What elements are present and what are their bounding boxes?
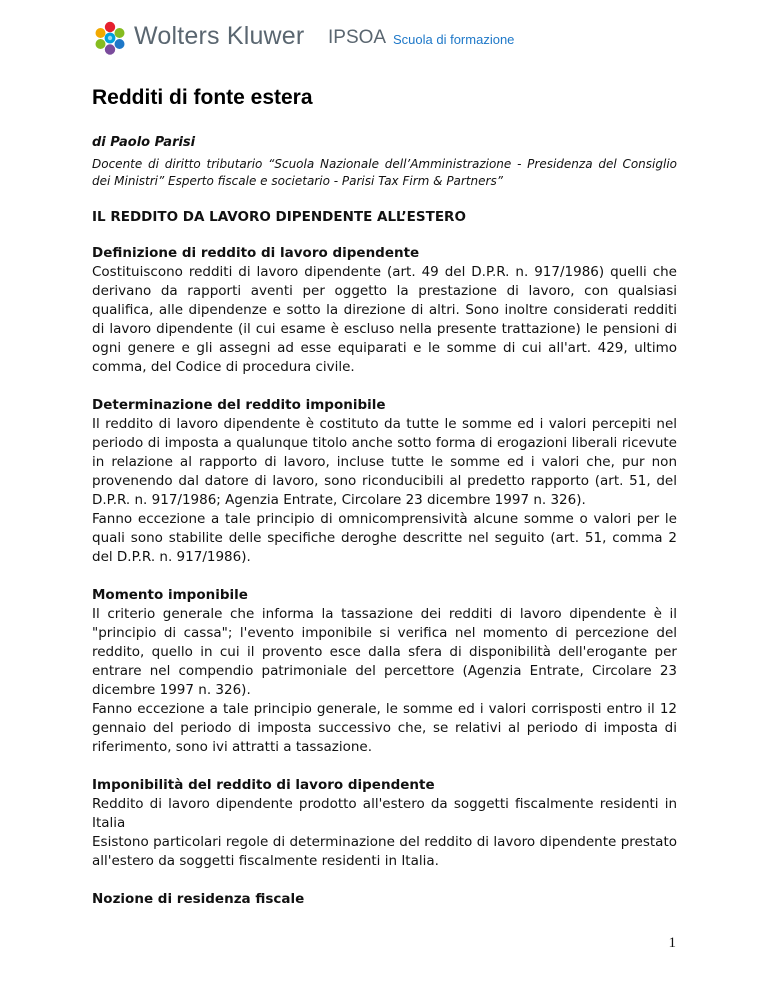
page-header [92,18,572,58]
paragraph-definizione: Costituiscono redditi di lavoro dipendente (art. 49 del D.P.R. n. 917/1986) quelli che derivano da rapporti aventi per oggetto la prestazione di lavoro, con qualsiasi qualifica, alle dipendenze e sotto la direzione di altri. Sono inoltre considerati redditi di lavoro dipendente (il cui esame è escluso nella presente trattazione) le pensioni di ogni genere e gli assegni ad esse equiparati e le somme di cui all'art. 429, ultimo comma, del Codice di procedura civile. [92,264,677,375]
document-body [92,86,677,909]
paragraph-imponibilita-1: Reddito di lavoro dipendente prodotto all'estero da soggetti fiscalmente residenti in Italia [92,796,677,831]
author-description: Docente di diritto tributario “Scuola Nazionale dell’Amministrazione - Presidenza del Consiglio dei Ministri” Esperto fiscale e societario - Parisi Tax Firm & Partners” [92,157,677,188]
author-name: di Paolo Parisi [92,135,196,150]
heading-imponibilita: Imponibilità del reddito di lavoro dipendente [92,777,435,793]
heading-momento: Momento imponibile [92,587,248,603]
brand-name: Wolters Kluwer [134,22,305,50]
paragraph-determinazione-1: Il reddito di lavoro dipendente è costituto da tutte le somme ed i valori percepiti nel periodo di imposta a qualunque titolo anche sotto forma di erogazioni liberali ricevute in relazione al rapporto di lavoro, incluse tutte le somme ed i valori che, pur non provenendo dal datore di lavoro, sono riconducibili al predetto rapporto (art. 51, del D.P.R. n. 917/1986; Agenzia Entrate, Circolare 23 dicembre 1997 n. 326). [92,416,677,508]
page-number: 1 [668,935,676,951]
paragraph-momento-1: Il criterio generale che informa la tassazione dei redditi di lavoro dipendente è il "principio di cassa"; l'evento imponibile si verifica nel momento di percezione del reddito, quello in cui il provento esce dalla sfera di disponibilità dell'erogante per entrare nel compendio patrimoniale del percettore (Agenzia Entrate, Circolare 23 dicembre 1997 n. 326). [92,606,677,698]
paragraph-determinazione-2: Fanno eccezione a tale principio di omnicomprensività alcune somme o valori per le quali sono stabilite delle specifiche deroghe descritte nel seguito (art. 51, comma 2 del D.P.R. n. 917/1986). [92,511,677,565]
paragraph-momento-2: Fanno eccezione a tale principio generale, le somme ed i valori corrisposti entro il 12 gennaio del periodo di imposta successivo che, se relativi al periodo di imposta di riferimento, sono ivi attratti a tassazione. [92,701,677,755]
heading-determinazione: Determinazione del reddito imponibile [92,397,386,413]
paragraph-imponibilita-2: Esistono particolari regole di determinazione del reddito di lavoro dipendente prestato all'estero da soggetti fiscalmente residenti in Italia. [92,834,677,869]
scuola-label: Scuola di formazione [393,32,515,47]
section-title: IL REDDITO DA LAVORO DIPENDENTE ALL’ESTERO [92,209,466,225]
heading-residenza: Nozione di residenza fiscale [92,891,305,907]
heading-definizione: Definizione di reddito di lavoro dipendente [92,245,420,261]
document-title: Redditi di fonte estera [92,86,313,109]
wolters-kluwer-logo-icon [92,20,128,56]
ipsoa-label: IPSOA [328,27,387,48]
